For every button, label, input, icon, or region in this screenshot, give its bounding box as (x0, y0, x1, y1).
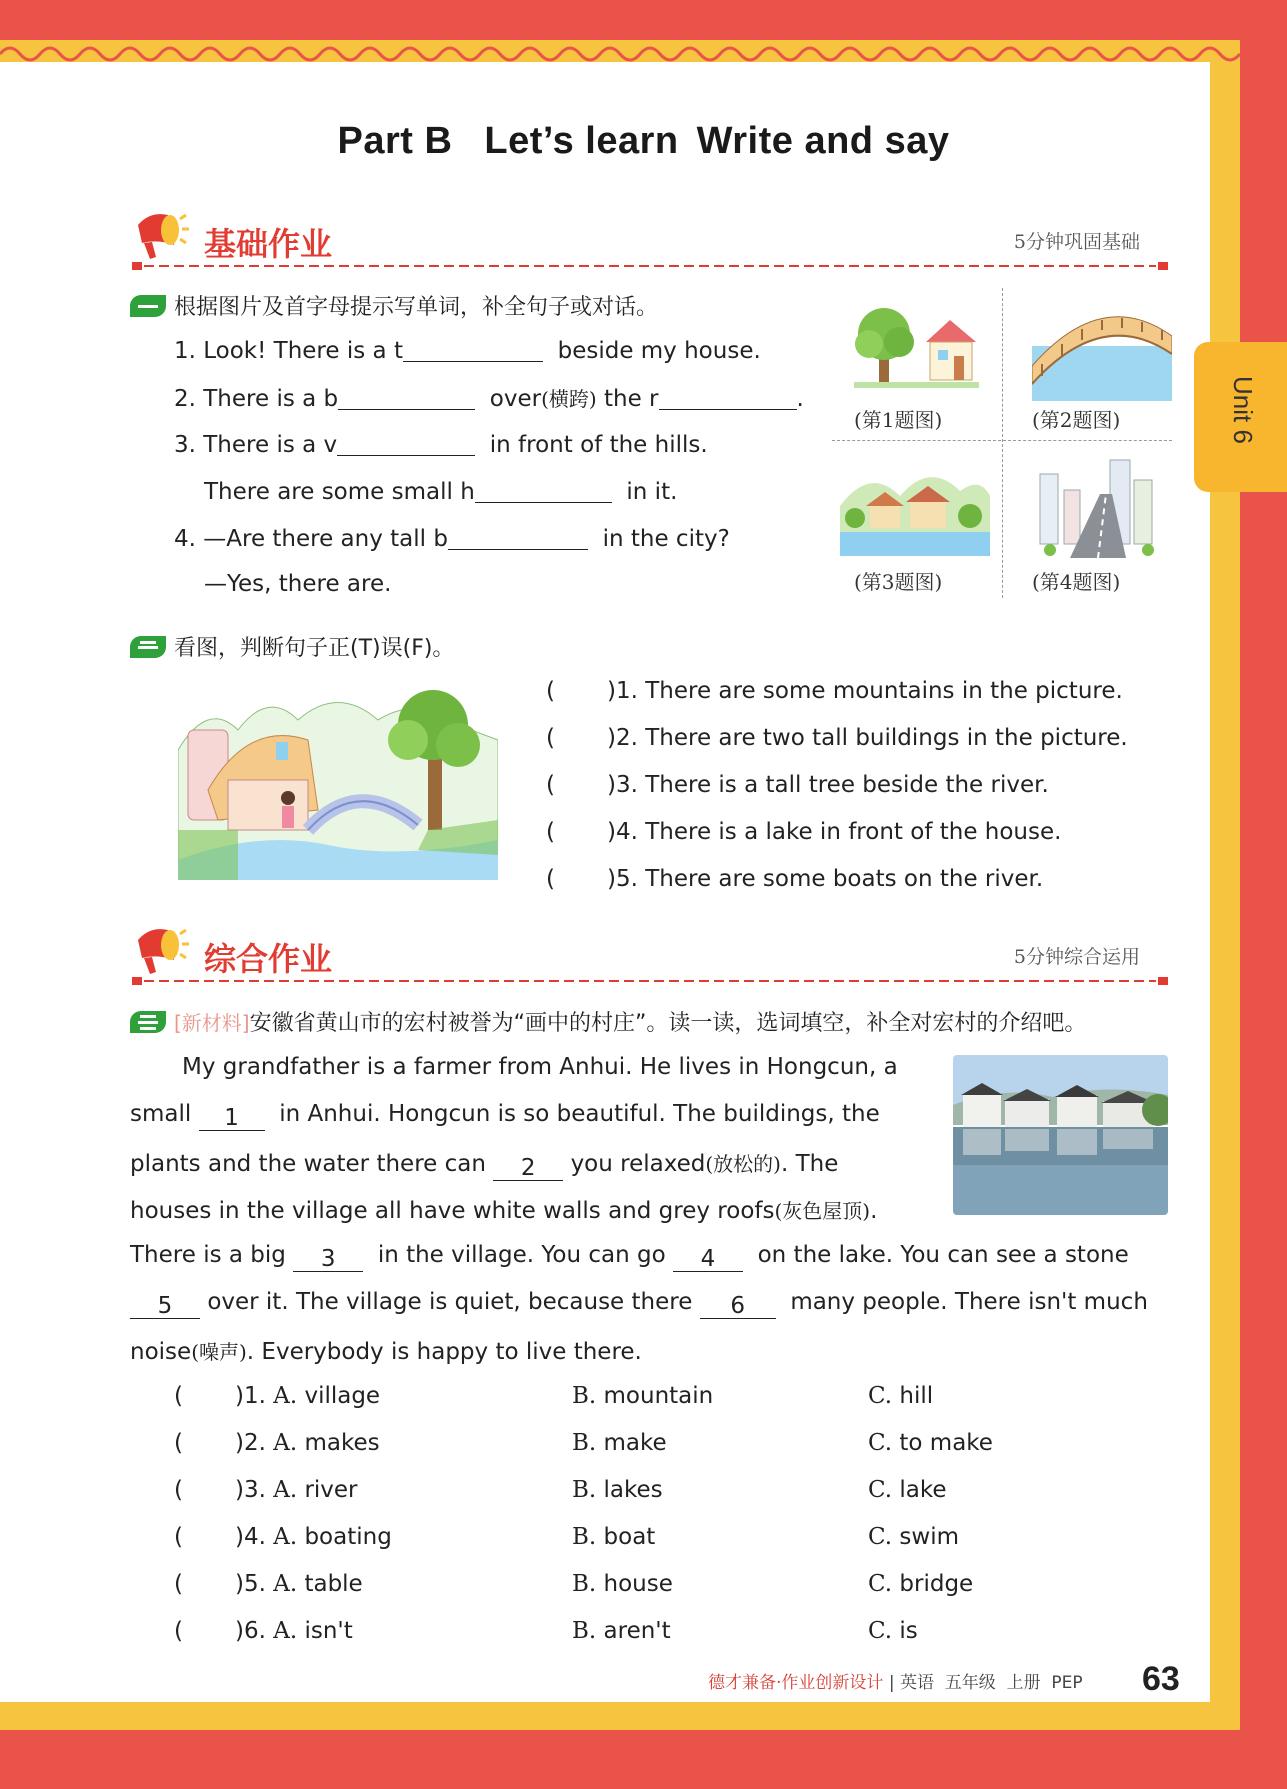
option-row-2: ( )2. A. makes (174, 1430, 380, 1456)
footer-grade: 五年级 (944, 1673, 996, 1693)
tf-item-4: ( )4. There is a lake in front of the house. (546, 819, 1062, 845)
q1-line-6: —Yes, there are. (204, 571, 392, 597)
q2-instruction: 看图，判断句子正(T)误(F)。 (130, 631, 454, 662)
title-part: Part B (337, 120, 453, 162)
caption-2: (第2题图) (1032, 408, 1121, 432)
passage-blank-2[interactable]: 2 (493, 1155, 563, 1181)
footer-brand: 德才兼备·作业创新设计 (708, 1673, 884, 1693)
option-2-c: C. to make (868, 1430, 993, 1456)
page-footer: 德才兼备·作业创新设计 | 英语 五年级 上册 PEP (708, 1673, 1083, 1693)
q1-line-1: 1. Look! There is a t beside my house. (174, 338, 761, 364)
tree-house-picture (844, 304, 984, 394)
answer-blank[interactable] (338, 384, 475, 410)
section-comprehensive-subtitle: 5分钟综合运用 (1013, 946, 1140, 968)
passage-line-6: 5 over it. The village is quiet, because there 6 many people. There isn't much (130, 1289, 1148, 1319)
option-6-c: C. is (868, 1618, 918, 1644)
q1-line-5: 4. —Are there any tall b in the city? (174, 526, 730, 552)
passage-blank-4[interactable]: 4 (673, 1246, 743, 1272)
q1-line-4: There are some small h in it. (204, 479, 678, 505)
option-4-c: C. swim (868, 1524, 959, 1550)
tf-item-3: ( )3. There is a tall tree beside the river. (546, 772, 1049, 798)
page-number: 63 (1142, 1660, 1180, 1698)
option-row-6: ( )6. A. isn't (174, 1618, 353, 1644)
answer-blank[interactable] (448, 524, 588, 550)
passage-line-7: noise(噪声). Everybody is happy to live there. (130, 1339, 642, 1365)
section-basic-header (130, 205, 1170, 275)
footer-edition: PEP (1051, 1673, 1083, 1693)
section-divider (132, 261, 1168, 271)
title-learn: Let’s learn (484, 120, 679, 162)
footer-term: 上册 (1006, 1673, 1041, 1693)
tf-item-2: ( )2. There are two tall buildings in the picture. (546, 725, 1128, 751)
village-scene-picture (178, 680, 498, 880)
option-2-b: B. make (572, 1430, 667, 1456)
village-picture (840, 456, 990, 556)
q3-badge (130, 1011, 166, 1033)
option-5-c: C. bridge (868, 1571, 974, 1597)
title-write: Write and say (696, 120, 950, 162)
q3-instruction: [新材料]安徽省黄山市的宏村被誉为“画中的村庄”。读一读，选词填空，补全对宏村的介绍吧。 (130, 1006, 1086, 1037)
option-row-3: ( )3. A. river (174, 1477, 358, 1503)
hongcun-photo (953, 1055, 1168, 1215)
bridge-river-picture (1032, 296, 1172, 401)
option-row-4: ( )4. A. boating (174, 1524, 392, 1550)
megaphone-icon (130, 920, 190, 980)
passage-blank-5[interactable]: 5 (130, 1293, 200, 1319)
option-row-1: ( )1. A. village (174, 1383, 381, 1409)
answer-blank[interactable] (475, 477, 612, 503)
option-1-b: B. mountain (572, 1383, 714, 1409)
caption-4: (第4题图) (1032, 570, 1121, 594)
passage-blank-3[interactable]: 3 (293, 1246, 363, 1272)
passage-line-3: plants and the water there can 2 you relaxed(放松的). The (130, 1151, 839, 1181)
q2-badge (130, 636, 166, 658)
option-3-b: B. lakes (572, 1477, 663, 1503)
passage-line-1: My grandfather is a farmer from Anhui. He lives in Hongcun, a (182, 1054, 898, 1080)
q1-picture-grid (832, 288, 1172, 598)
footer-subject: 英语 (899, 1673, 934, 1693)
q1-instruction: 根据图片及首字母提示写单词，补全句子或对话。 (130, 290, 658, 321)
passage-blank-1[interactable]: 1 (199, 1105, 265, 1131)
answer-blank[interactable] (337, 430, 475, 456)
option-4-b: B. boat (572, 1524, 656, 1550)
caption-1: (第1题图) (854, 408, 943, 432)
tf-item-1: ( )1. There are some mountains in the picture. (546, 678, 1123, 704)
option-6-b: B. aren't (572, 1618, 671, 1644)
option-5-b: B. house (572, 1571, 673, 1597)
section-comprehensive-title: 综合作业 (204, 940, 333, 978)
q1-line-2: 2. There is a b over(横跨) the r . (174, 386, 804, 412)
section-divider (132, 976, 1168, 986)
q1-badge (130, 295, 166, 317)
answer-blank[interactable] (659, 384, 797, 410)
option-row-5: ( )5. A. table (174, 1571, 363, 1597)
section-basic-title: 基础作业 (204, 225, 333, 263)
passage-line-2: small 1 in Anhui. Hongcun is so beautiful. The buildings, the (130, 1101, 880, 1131)
page-title (0, 120, 1287, 163)
passage-line-5: There is a big 3 in the village. You can go 4 on the lake. You can see a stone (130, 1242, 1129, 1272)
q1-line-3: 3. There is a v in front of the hills. (174, 432, 708, 458)
new-material-tag: [新材料] (174, 1011, 250, 1035)
section-basic-subtitle: 5分钟巩固基础 (1013, 231, 1140, 253)
megaphone-icon (130, 205, 190, 265)
passage-line-4: houses in the village all have white walls and grey roofs(灰色屋顶). (130, 1198, 878, 1224)
passage-blank-6[interactable]: 6 (700, 1293, 776, 1319)
caption-3: (第3题图) (854, 570, 943, 594)
answer-blank[interactable] (403, 336, 543, 362)
tf-item-5: ( )5. There are some boats on the river. (546, 866, 1044, 892)
unit-tab (1194, 342, 1287, 492)
city-buildings-picture (1030, 454, 1170, 558)
unit-tab-label: Unit 6 (1228, 376, 1258, 444)
section-comprehensive-header (130, 920, 1170, 990)
option-1-c: C. hill (868, 1383, 934, 1409)
option-3-c: C. lake (868, 1477, 947, 1503)
